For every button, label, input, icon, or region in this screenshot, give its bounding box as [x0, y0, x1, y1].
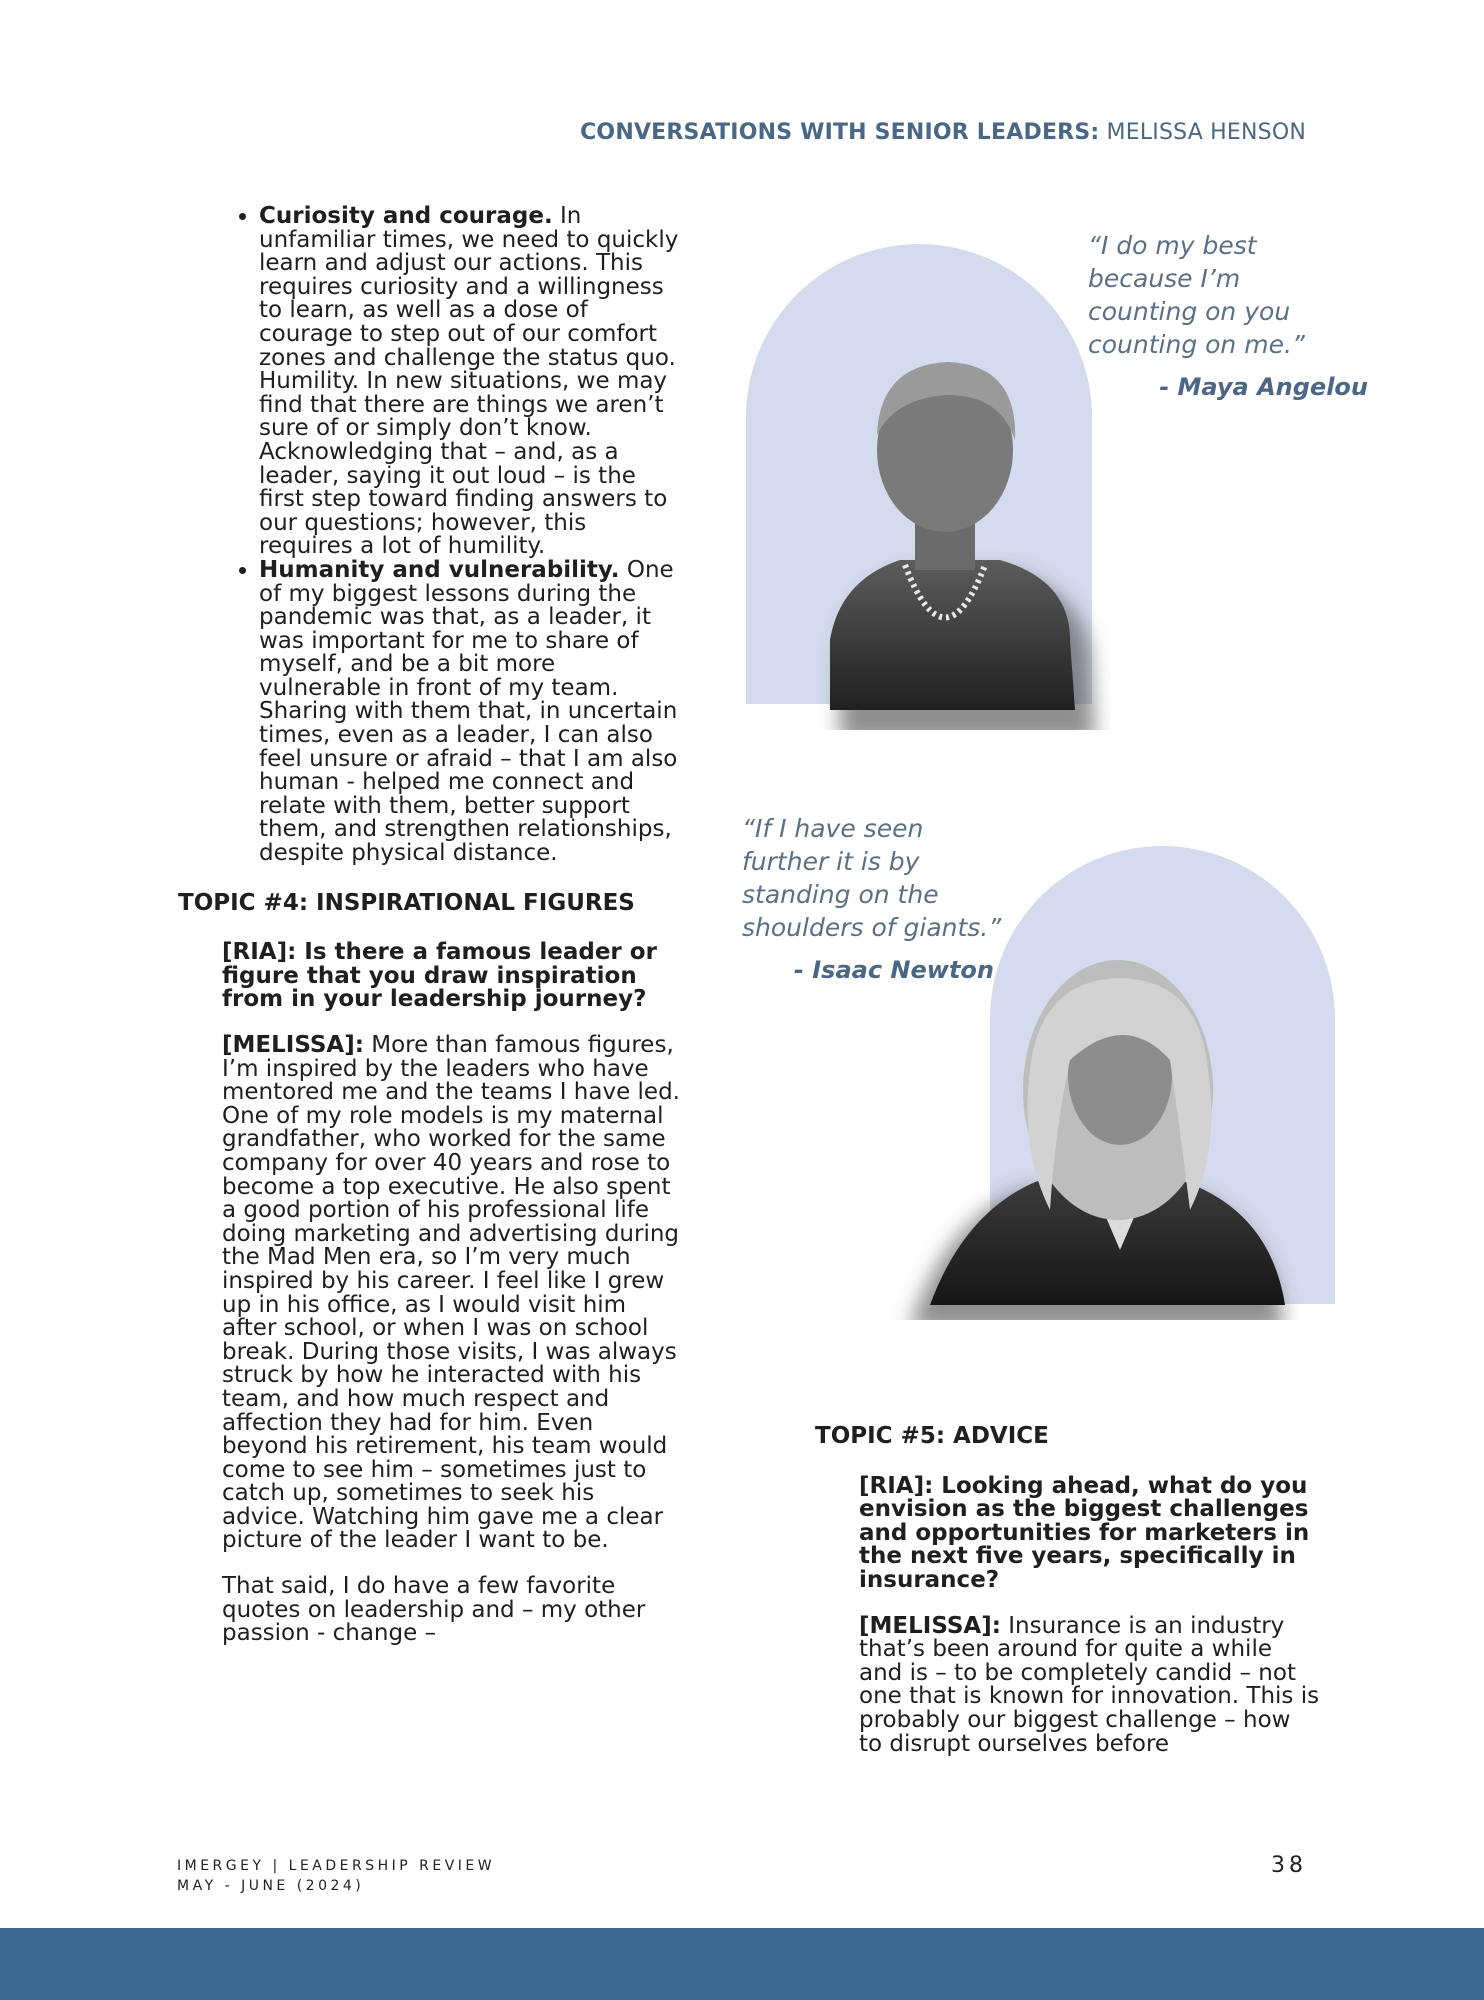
- header-series-title: CONVERSATIONS WITH SENIOR LEADERS:: [580, 120, 1100, 145]
- topic-5-qa: [815, 1472, 1320, 1757]
- page-header: [580, 120, 1306, 145]
- page-number: 38: [1271, 1853, 1307, 1878]
- quote-maya-angelou: [1088, 229, 1368, 404]
- left-column: [178, 205, 683, 1646]
- interview-question: [RIA]: Looking ahead, what do you envision as the biggest challenges and opportunities for marketers in the next five years, specifically in insurance?: [859, 1472, 1310, 1593]
- topic-4-heading: TOPIC #4: INSPIRATIONAL FIGURES: [178, 889, 635, 916]
- answer-continuation: That said, I do have a few favorite quotes on leadership and – my other passion - change –: [222, 1573, 646, 1647]
- list-item: [259, 205, 683, 559]
- publication-info: [177, 1856, 495, 1896]
- footer-bar: [0, 1928, 1484, 2000]
- bullet-text: In unfamiliar times, we need to quickly learn and adjust our actions. This requires curiosity and a willingness to learn, as well as a dose of courage to step out of our comfort zones and challenge the status quo. Humility. In new situations, we may find that there are things we aren’t sure of or simply don’t know. Acknowledging that – and, as a leader, saying it out loud – is the first step toward finding answers to our questions; however, this requires a lot of humility.: [259, 203, 679, 560]
- interview-question: [RIA]: Is there a famous leader or figure that you draw inspiration from in your leadership journey?: [222, 939, 657, 1013]
- maya-angelou-portrait: [770, 340, 1110, 730]
- topic-5-heading: TOPIC #5: ADVICE: [815, 1423, 1049, 1449]
- bullet-lead: Curiosity and courage.: [259, 203, 553, 229]
- quote-text: “If I have seen further it is by standing on the shoulders of giants.”: [742, 814, 1002, 942]
- quote-author: - Isaac Newton: [793, 956, 994, 984]
- list-item: [259, 556, 683, 867]
- quote-isaac-newton: [742, 812, 1002, 987]
- header-interviewee: MELISSA HENSON: [1099, 120, 1306, 145]
- interview-answer: [859, 1612, 1320, 1757]
- publication-issue: MAY - JUNE (2024): [177, 1878, 365, 1894]
- answer-text: More than famous figures, I’m inspired by the leaders who have mentored me and the teams I have led. One of my role models is my maternal grandfather, who worked for the same company for over 40 years and rose to become a top executive. He also spent a good portion of his professional life doing marketing and advertising during the Mad Men era, so I’m very much inspired by his career. I feel like I grew up in his office, as I would visit him after school, or when I was on school break. During those visits, I was always struck by how he interacted with his team, and how much respect and affection they had for him. Even beyond his retirement, his team would come to see him – sometimes just to catch up, sometimes to seek his advice. Watching him gave me a clear picture of the leader I want to be.: [222, 1032, 680, 1554]
- bullet-text: One of my biggest lessons during the pandemic was that, as a leader, it was important for me to share of myself, and be a bit more vulnerable in front of my team. Sharing with them that, in uncertain times, even as a leader, I can also feel unsure or afraid – that I am also human - helped me connect and relate with them, better support them, and strengthen relationships, despite physical distance.: [259, 556, 678, 867]
- answer-speaker: [MELISSA]:: [859, 1612, 1001, 1639]
- topic-4-qa: [178, 941, 683, 1646]
- interview-answer: [222, 1034, 683, 1553]
- answer-text: Insurance is an industry that’s been around for quite a while and is – to be completely candid – not one that is known for innovation. This is probably our biggest challenge – how to disrupt ourselves before: [859, 1612, 1320, 1757]
- lessons-list: [178, 205, 683, 866]
- right-column: [815, 1425, 1320, 1756]
- quote-text: “I do my best because I’m counting on you counting on me.”: [1088, 231, 1305, 359]
- quote-author: - Maya Angelou: [1159, 373, 1368, 401]
- isaac-newton-portrait: [890, 950, 1300, 1320]
- publication-title: IMERGEY | LEADERSHIP REVIEW: [177, 1858, 496, 1874]
- answer-speaker: [MELISSA]:: [222, 1032, 364, 1058]
- bullet-lead: Humanity and vulnerability.: [259, 556, 620, 583]
